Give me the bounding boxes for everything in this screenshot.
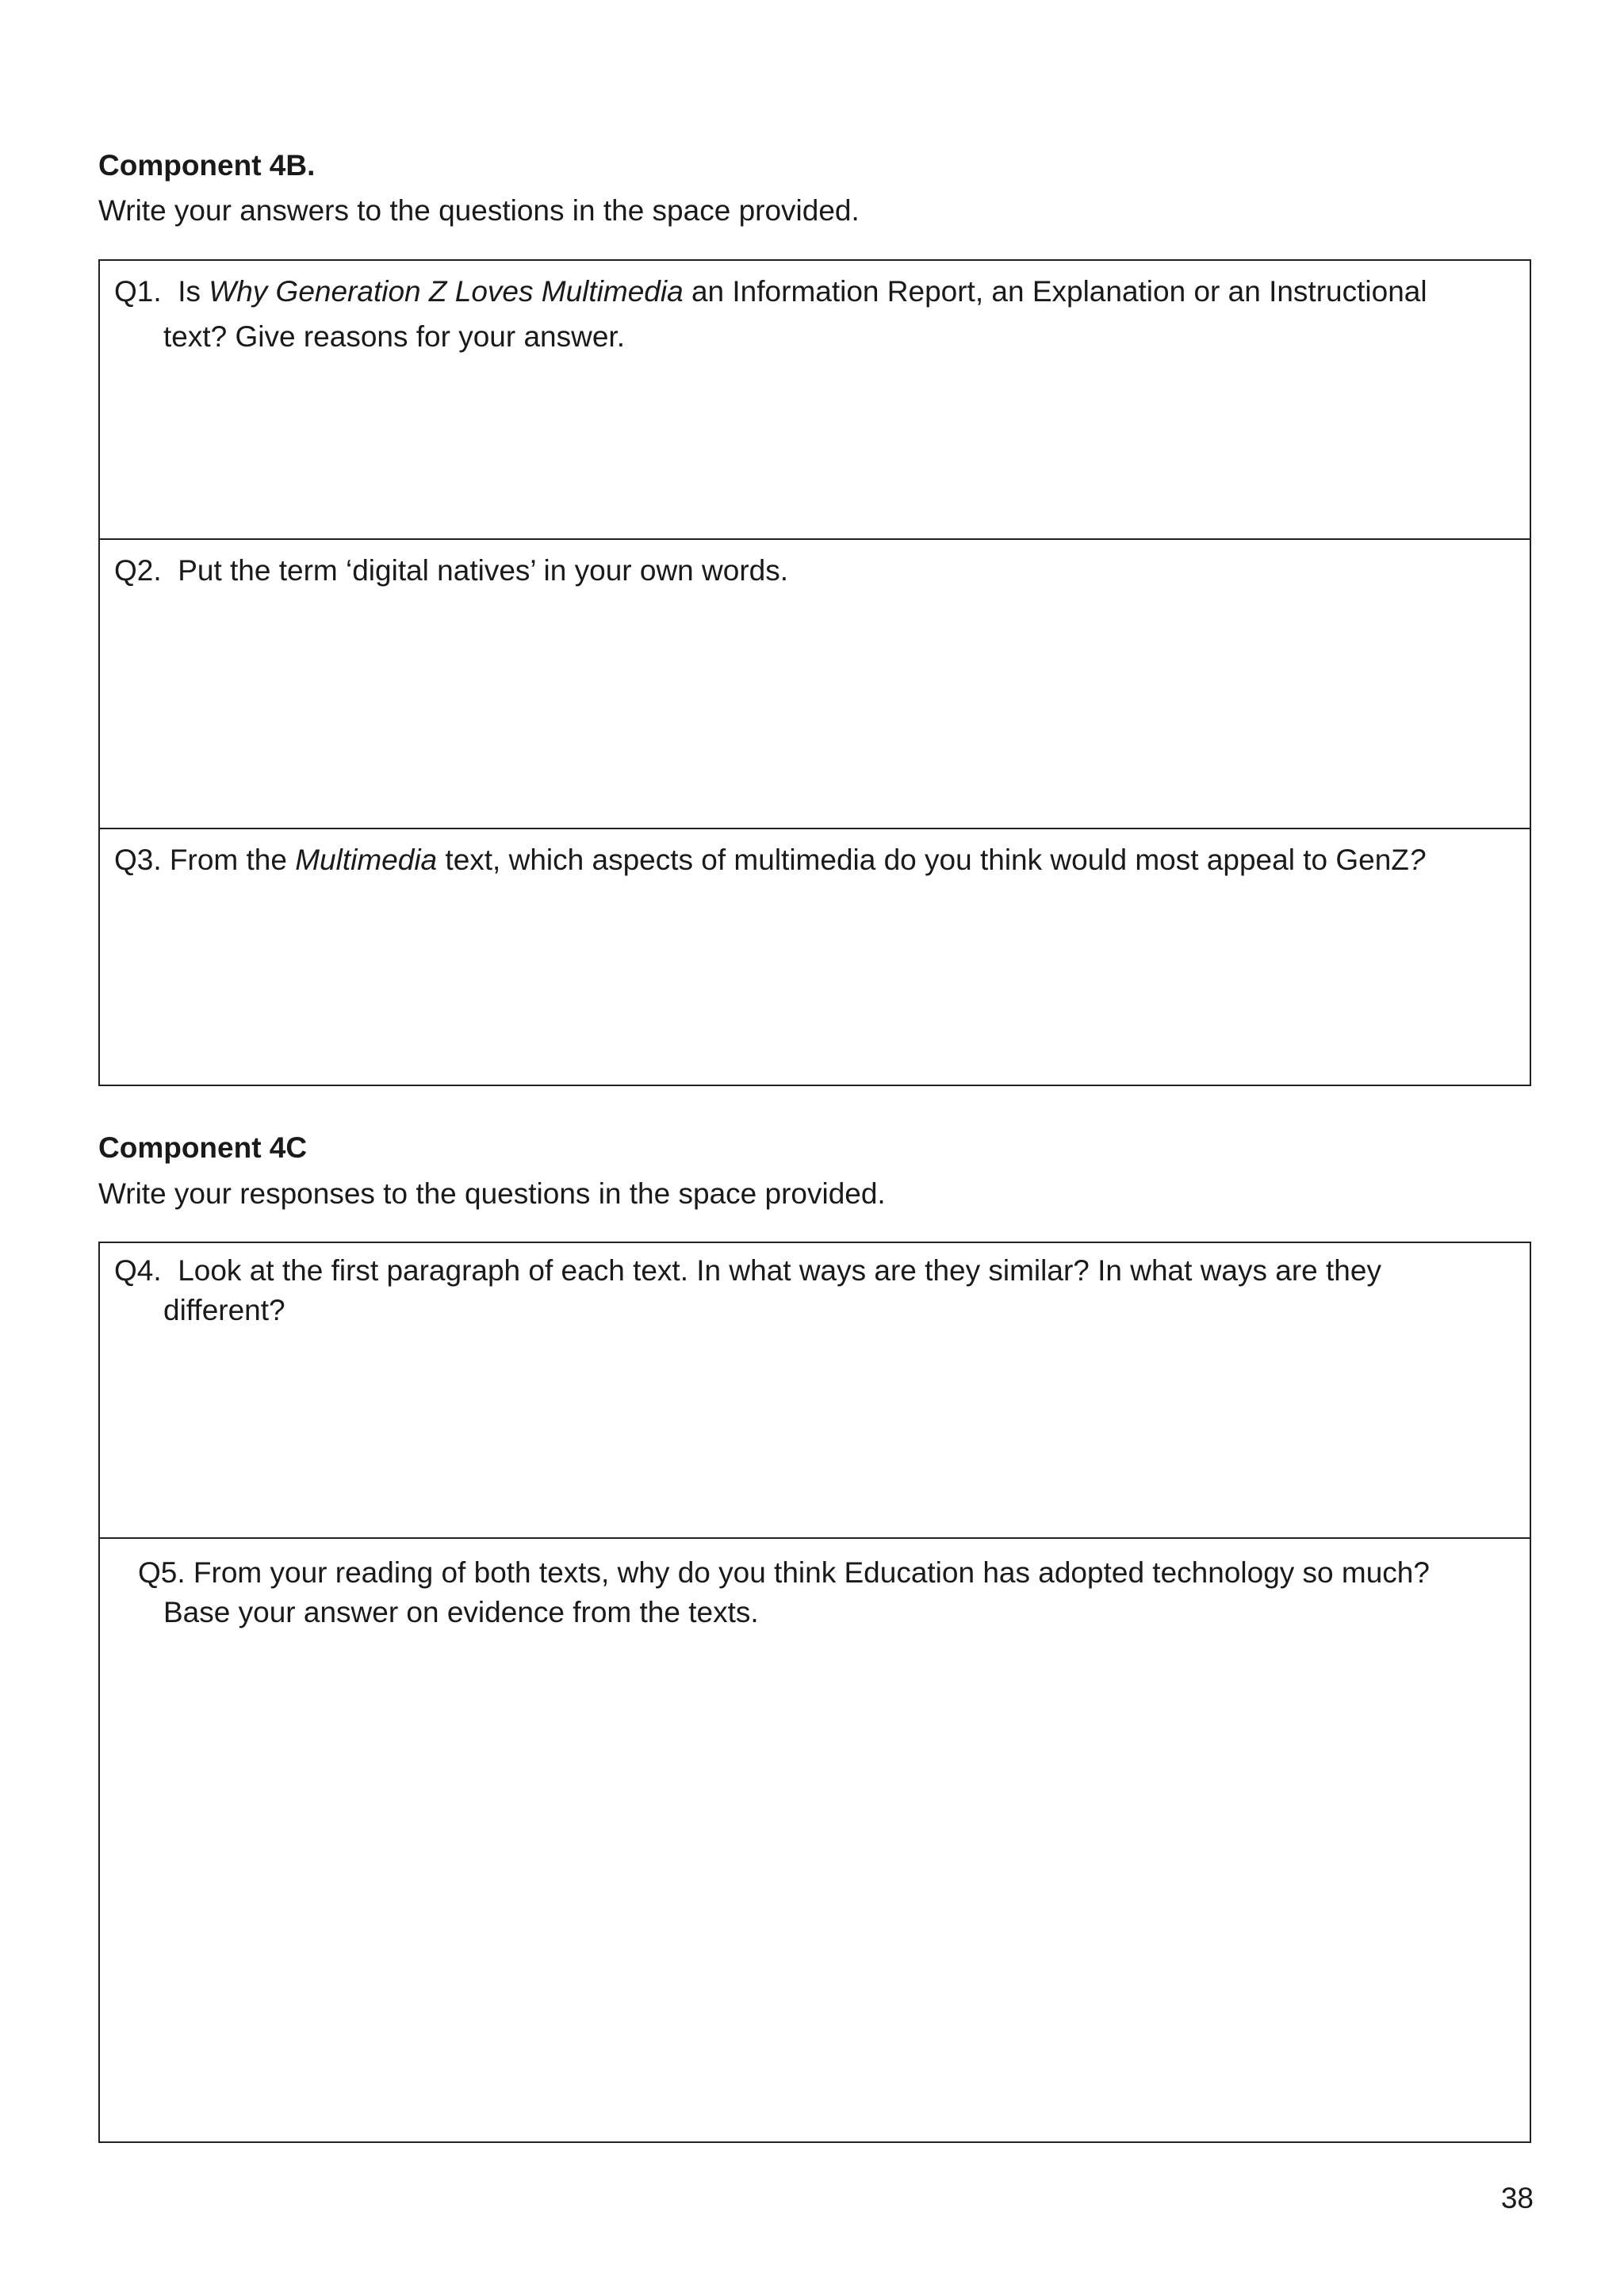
section-4b-question-table [98,259,1531,1086]
section-4c-instruction: Write your responses to the questions in the space provided. [98,1177,886,1210]
q4-number: Q4. [114,1254,162,1287]
q2-text: Put the term ‘digital natives’ in your own words. [178,554,789,587]
q3-prompt [114,837,1506,882]
q3-text-title: Multimedia [295,844,438,876]
q1-number: Q1. [114,275,162,308]
section-4b-instruction: Write your answers to the questions in the space provided. [98,194,860,227]
q1-text-title: Why Generation Z Loves Multimedia [209,275,684,308]
section-4c-heading: Component 4C [98,1131,308,1164]
q5-answer-box[interactable] [100,1537,1530,2141]
q2-prompt [114,548,1506,593]
q4-text: Look at the first paragraph of each text. In what ways are they similar? In what ways are they [178,1254,1381,1287]
q4-text-continued: different? [163,1294,285,1326]
q5-prompt [138,1553,1506,1632]
q4-prompt [114,1251,1506,1330]
q4-answer-box[interactable] [100,1243,1530,1537]
section-4c-question-table [98,1242,1531,2143]
q3-text-pre: Q3. From the [114,844,296,876]
q3-answer-box[interactable] [100,828,1530,1085]
q2-answer-box[interactable] [100,538,1530,828]
q2-number: Q2. [114,554,162,587]
q1-text-pre: Is [178,275,209,308]
q5-text: Q5. From your reading of both texts, why do you think Education has adopted technology so much? [138,1556,1430,1589]
q1-prompt [114,269,1506,359]
q3-text-end: ? [1408,844,1426,876]
q1-text-post: an Information Report, an Explanation or an Instructional [683,275,1427,308]
q5-text-continued: Base your answer on evidence from the texts. [163,1596,759,1628]
section-4b-heading: Component 4B. [98,149,316,182]
q3-text-post: text, which aspects of multimedia do you think would most appeal to GenZ [437,844,1409,876]
page-number: 38 [1500,2182,1534,2214]
q1-answer-box[interactable] [100,261,1530,538]
q1-text-continued: text? Give reasons for your answer. [163,320,625,353]
